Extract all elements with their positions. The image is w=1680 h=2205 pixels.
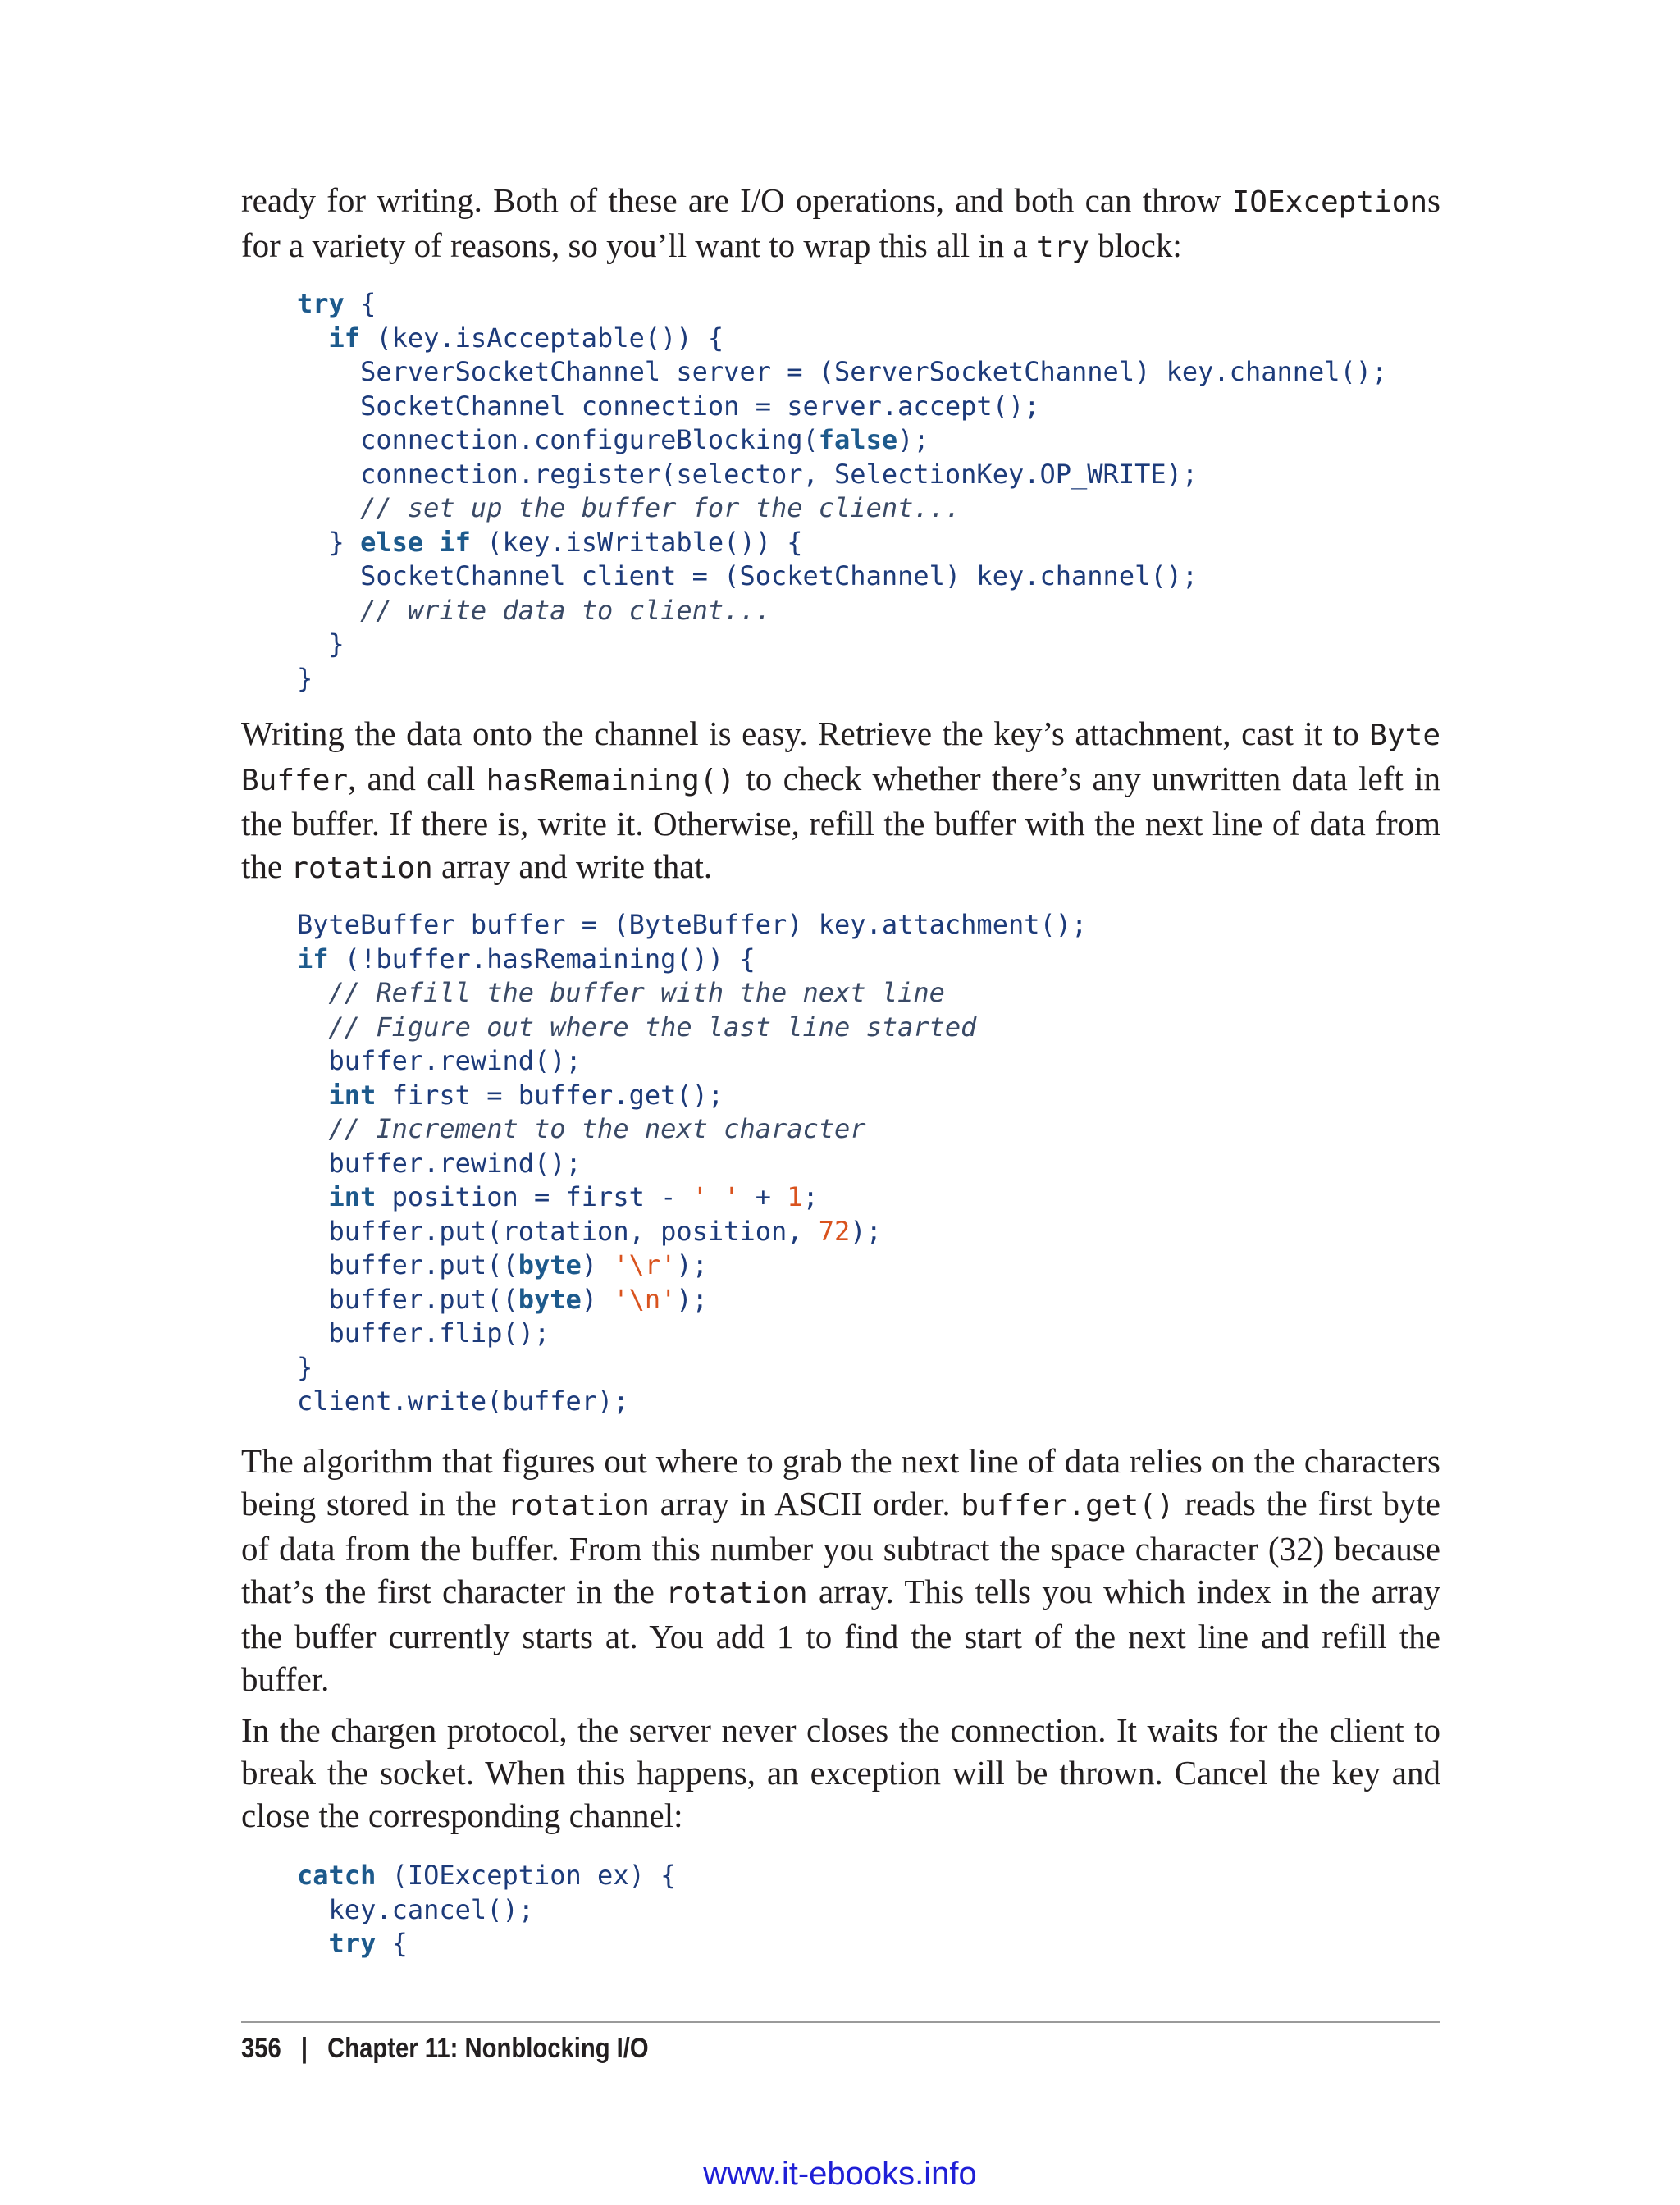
footer-divider — [241, 2021, 1440, 2023]
code-text: ); — [676, 1283, 708, 1315]
code-keyword: if — [328, 322, 361, 354]
code-text — [297, 492, 360, 523]
code-text: } — [297, 1351, 313, 1383]
code-text: (IOException ex) { — [376, 1860, 677, 1891]
text-run: array. This tells you which index in the array the buffer currently starts at. You add 1 to find the start of the next line and refill the buffer. — [241, 1573, 1440, 1698]
code-line — [297, 322, 1387, 356]
inline-code: hasRemaining() — [486, 764, 736, 797]
code-text — [297, 322, 329, 354]
footer-separator: | — [300, 2033, 308, 2064]
code-text — [297, 977, 329, 1008]
code-text: ; — [802, 1181, 819, 1212]
code-line — [297, 1351, 1087, 1386]
code-line — [297, 1893, 676, 1928]
code-text: ); — [850, 1215, 882, 1247]
code-keyword: int — [328, 1079, 377, 1111]
code-text: buffer.put(rotation, position, — [297, 1215, 819, 1247]
code-text: ) — [581, 1283, 614, 1315]
code-line — [297, 594, 1387, 628]
code-string: '\n' — [613, 1283, 677, 1315]
page-number: 356 — [241, 2033, 281, 2064]
paragraph-writing-data — [241, 712, 1440, 890]
text-run: The algorithm that figures out where to grab the next line of data relies on the characters being stored in the — [241, 1442, 1440, 1522]
code-line — [297, 1317, 1087, 1351]
code-number: 72 — [818, 1215, 851, 1247]
code-comment: // write data to client... — [360, 594, 771, 626]
text-run: Writing the data onto the channel is easy. Retrieve the key’s attachment, cast it to — [241, 714, 1370, 752]
code-text: SocketChannel connection = server.accept(); — [297, 390, 1040, 422]
text-run: , and call — [348, 760, 486, 797]
code-line — [297, 1215, 1087, 1249]
code-line — [297, 1180, 1087, 1215]
code-text: ); — [676, 1249, 708, 1281]
code-keyword: false — [818, 424, 898, 455]
code-keyword: byte — [518, 1283, 582, 1315]
code-line — [297, 943, 1087, 977]
code-text: buffer.flip(); — [297, 1317, 550, 1349]
code-line — [297, 355, 1387, 390]
code-comment: // Increment to the next character — [328, 1113, 866, 1144]
code-text: { — [376, 1928, 408, 1959]
paragraph-chargen-protocol — [241, 1709, 1440, 1837]
code-text: ); — [897, 424, 929, 455]
inline-code: Byte Buffer — [241, 719, 1440, 797]
code-line — [297, 1283, 1087, 1317]
code-keyword: byte — [518, 1249, 582, 1281]
text-run: In the chargen protocol, the server never closes the connection. It waits for the client to break the socket. When this happens, an exception will be thrown. Cancel the key and close the corresponding channel: — [241, 1711, 1440, 1834]
code-comment: // Figure out where the last line started — [328, 1011, 977, 1043]
code-line — [297, 491, 1387, 526]
code-text: } — [297, 662, 313, 694]
code-string: '\r' — [613, 1249, 677, 1281]
text-run: block: — [1089, 226, 1182, 264]
code-keyword: if — [297, 943, 329, 975]
code-keyword: catch — [297, 1860, 377, 1891]
code-line — [297, 526, 1387, 560]
code-block-try-accept — [297, 287, 1387, 696]
text-run: ready for writing. Both of these are I/O operations, and both can throw — [241, 181, 1232, 219]
chapter-title: Chapter 11: Nonblocking I/O — [327, 2033, 649, 2064]
code-line — [297, 1249, 1087, 1283]
code-keyword: try — [297, 288, 345, 319]
code-line — [297, 1079, 1087, 1113]
watermark-link[interactable]: www.it-ebooks.info — [703, 2156, 977, 2192]
code-line — [297, 908, 1087, 943]
page-footer — [241, 2033, 649, 2065]
text-run: to check whether there’s any unwritten data left in the buffer. If there is, write it. Otherwise, refill the buffer with the next line of data from the — [241, 760, 1440, 885]
code-comment: // set up the buffer for the client... — [360, 492, 961, 523]
paragraph-intro — [241, 179, 1440, 269]
code-block-catch — [297, 1859, 676, 1961]
code-text: { — [344, 288, 377, 319]
code-line — [297, 1927, 676, 1961]
code-line — [297, 559, 1387, 594]
code-block-refill-buffer — [297, 908, 1087, 1419]
code-text: buffer.rewind(); — [297, 1147, 582, 1179]
code-text: key.cancel(); — [297, 1893, 534, 1925]
code-text — [297, 1928, 329, 1959]
code-keyword: try — [328, 1928, 377, 1959]
code-text: } — [297, 526, 361, 558]
inline-code: rotation — [507, 1489, 650, 1522]
code-text: SocketChannel client = (SocketChannel) key.channel(); — [297, 560, 1198, 591]
code-text — [297, 1113, 329, 1144]
code-text: + — [739, 1181, 788, 1212]
text-run: reads the first byte of data from the buffer. From this number you subtract the space character (32) because that’s the first character in the — [241, 1485, 1440, 1610]
code-text — [297, 1080, 329, 1111]
code-text — [297, 595, 360, 626]
inline-code: rotation — [290, 851, 433, 885]
code-text: buffer.put(( — [297, 1283, 518, 1315]
code-line — [297, 458, 1387, 492]
code-text: ServerSocketChannel server = (ServerSocketChannel) key.channel(); — [297, 356, 1388, 387]
inline-code: rotation — [665, 1577, 808, 1610]
code-line — [297, 423, 1387, 458]
code-text: buffer.rewind(); — [297, 1045, 582, 1076]
code-keyword: else if — [360, 526, 471, 558]
code-line — [297, 390, 1387, 424]
code-text: position = first - — [376, 1181, 692, 1212]
code-text: connection.configureBlocking( — [297, 424, 819, 455]
inline-code: try — [1035, 231, 1089, 264]
inline-code: IOException — [1231, 185, 1428, 219]
code-text: client.write(buffer); — [297, 1386, 629, 1417]
code-keyword: int — [328, 1181, 377, 1212]
code-line — [297, 287, 1387, 322]
code-text: first = buffer.get(); — [376, 1079, 724, 1111]
code-line — [297, 1147, 1087, 1181]
text-run: array in ASCII order. — [649, 1485, 961, 1522]
code-line — [297, 1385, 1087, 1419]
code-number: 1 — [787, 1181, 803, 1212]
code-line — [297, 1859, 676, 1893]
text-run: s for a variety of reasons, so you’ll want to wrap this all in a — [241, 181, 1440, 264]
code-line — [297, 1011, 1087, 1045]
paragraph-algorithm — [241, 1440, 1440, 1701]
code-text — [297, 1011, 329, 1043]
code-text: connection.register(selector, SelectionKey.OP_WRITE); — [297, 458, 1198, 490]
code-line — [297, 1044, 1087, 1079]
code-text: ByteBuffer buffer = (ByteBuffer) key.attachment(); — [297, 909, 1088, 940]
code-text: (key.isAcceptable()) { — [360, 322, 724, 354]
code-string: ' ' — [692, 1181, 740, 1212]
code-text: buffer.put(( — [297, 1249, 518, 1281]
code-text: (key.isWritable()) { — [470, 526, 803, 558]
code-line — [297, 976, 1087, 1011]
code-text: ) — [581, 1249, 614, 1281]
code-comment: // Refill the buffer with the next line — [328, 977, 945, 1008]
code-line — [297, 628, 1387, 662]
text-run: array and write that. — [432, 847, 713, 885]
inline-code: buffer.get() — [961, 1489, 1175, 1522]
code-line — [297, 662, 1387, 696]
code-text: (!buffer.hasRemaining()) { — [328, 943, 756, 975]
code-line — [297, 1112, 1087, 1147]
code-text: } — [297, 628, 345, 660]
code-text — [297, 1181, 329, 1212]
